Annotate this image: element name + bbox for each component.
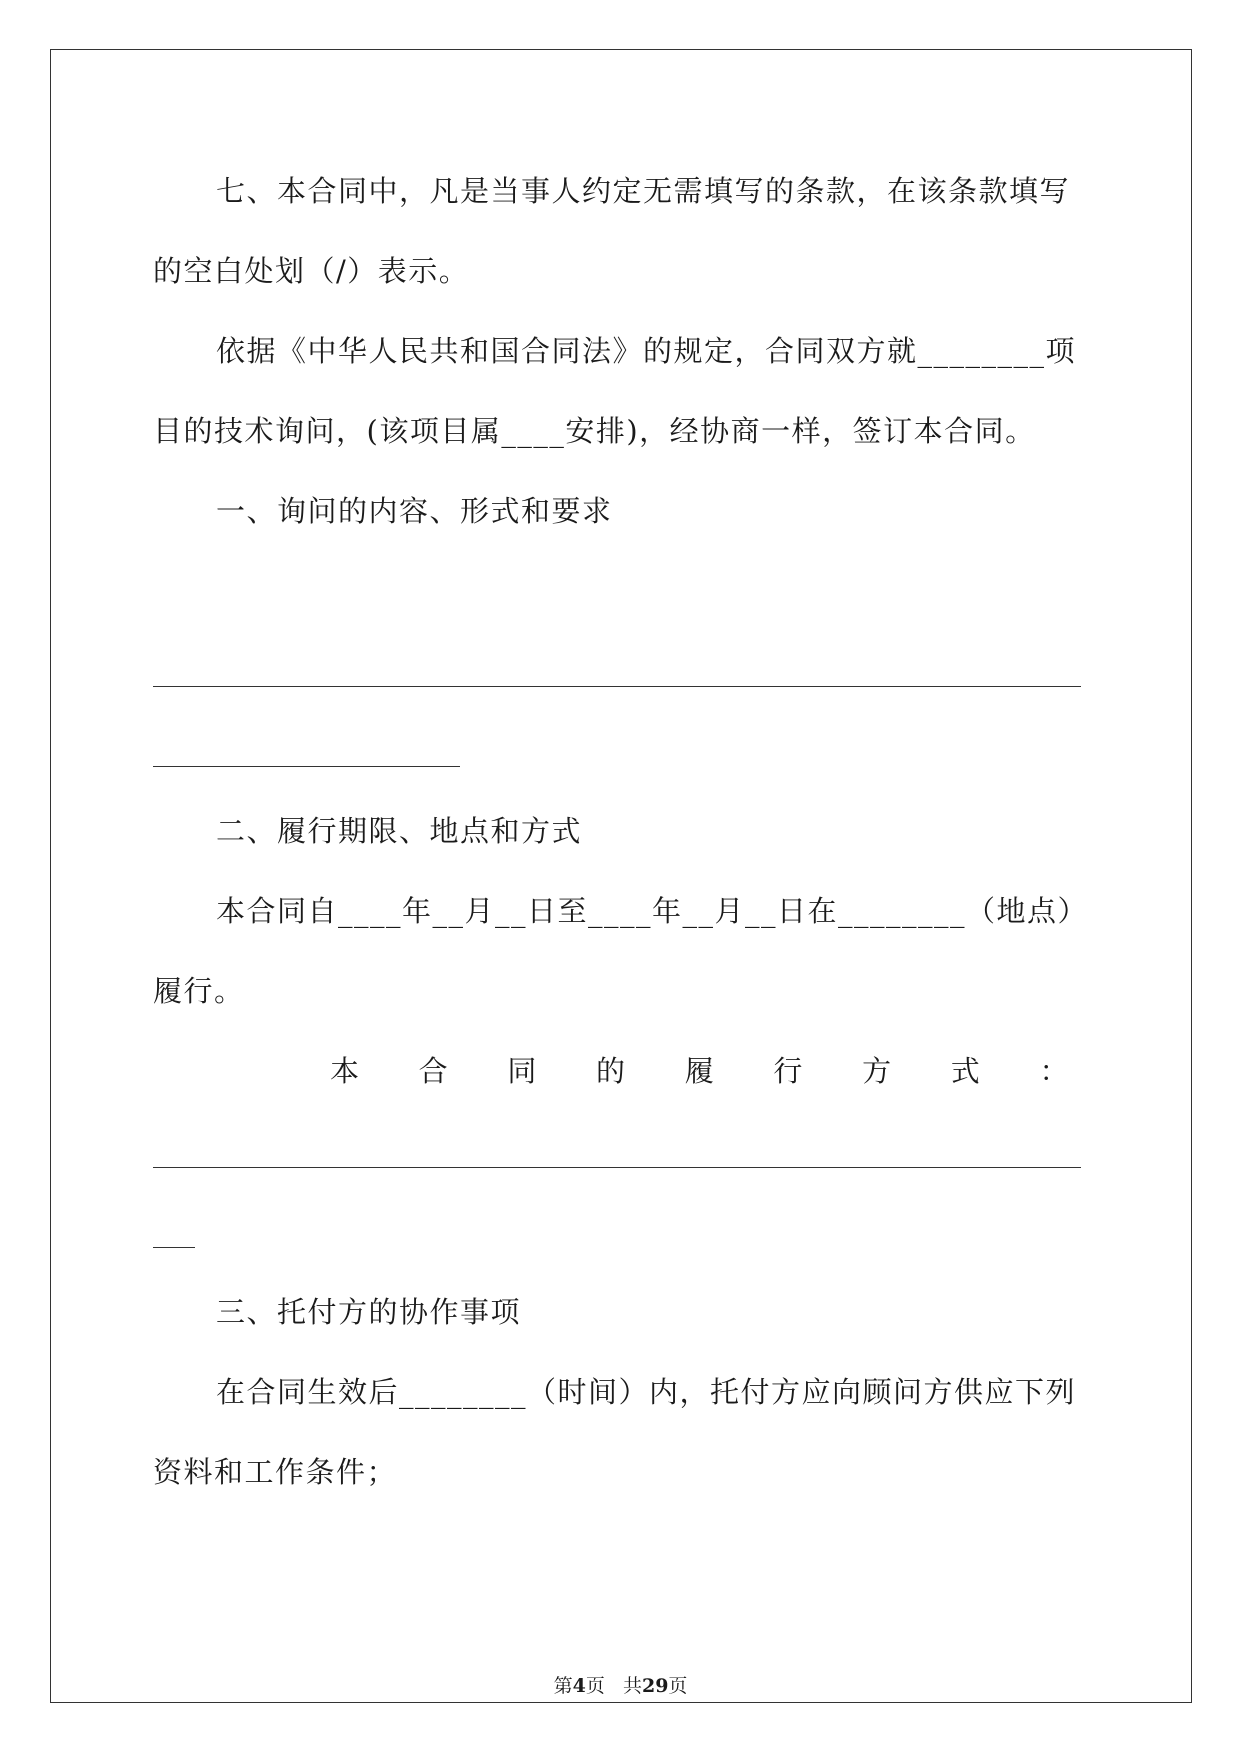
clause-7-line-1: 七、本合同中，凡是当事人约定无需填写的条款，在该条款填写: [216, 174, 1071, 208]
total-pages: 29: [641, 1675, 669, 1697]
footer-page-unit: 页: [585, 1675, 605, 1697]
cooperation-line-2: 资料和工作条件；: [153, 1455, 398, 1489]
section-1-heading: 一、询问的内容、形式和要求: [216, 494, 613, 528]
section-3-heading: 三、托付方的协作事项: [216, 1295, 522, 1329]
blank-line-3: [153, 1167, 1081, 1168]
term-place-line-1: 本合同自____年__月__日至____年__月__日在________（地点）: [216, 894, 1089, 928]
section-2-heading: 二、履行期限、地点和方式: [216, 814, 583, 848]
cooperation-line-1: 在合同生效后________（时间）内，托付方应向顾问方供应下列: [216, 1375, 1077, 1409]
preamble-line-1: 依据《中华人民共和国合同法》的规定，合同双方就________项: [216, 334, 1077, 368]
page-footer: [0, 1674, 1241, 1698]
preamble-line-2: 目的技术询问，(该项目属____安排)，经协商一样，签订本合同。: [153, 414, 1036, 448]
footer-total-unit: 页: [668, 1675, 688, 1697]
performance-method-label: 本合同的履行方式：: [330, 1054, 1070, 1088]
page-number: 4: [572, 1675, 586, 1697]
clause-7-line-2: 的空白处划（/）表示。: [153, 254, 470, 288]
blank-line-4: [153, 1247, 195, 1248]
term-place-line-2: 履行。: [153, 974, 245, 1008]
footer-total-prefix: 共: [622, 1675, 642, 1697]
blank-line-1: [153, 686, 1081, 687]
blank-line-2: [153, 766, 460, 767]
footer-prefix: 第: [553, 1675, 573, 1697]
